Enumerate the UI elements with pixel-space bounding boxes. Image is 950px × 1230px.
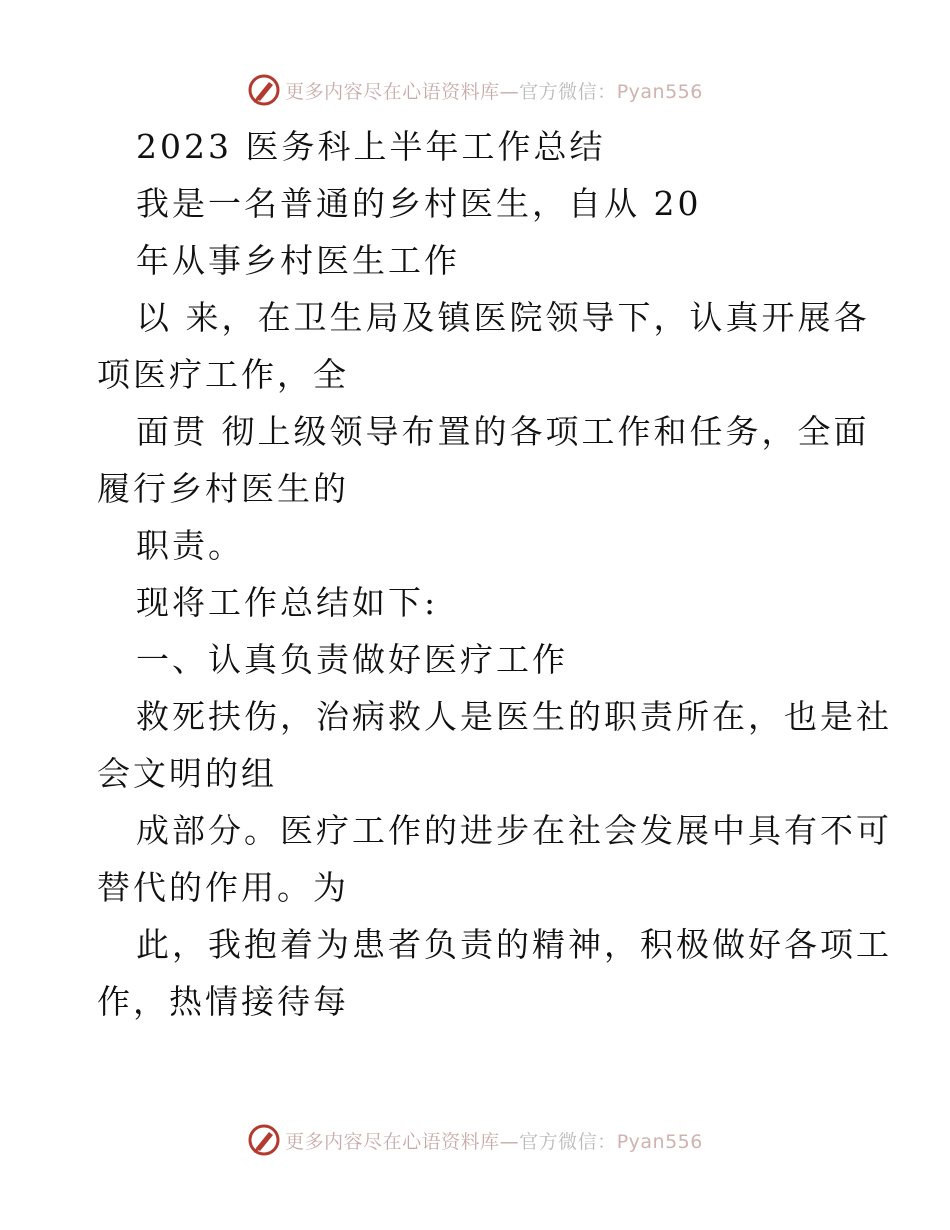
paragraph-line: 我是一名普通的乡村医生，自从 20 <box>136 184 702 223</box>
header-watermark-banner <box>0 70 950 110</box>
pen-logo-icon <box>247 73 281 107</box>
paragraph-line: 此，我抱着为患者负责的精神，积极做好各项工 <box>136 925 892 964</box>
banner-text: 更多内容尽在心语资料库—官方微信：Pyan556 <box>285 1130 703 1153</box>
paragraph-line: 成部分。医疗工作的进步在社会发展中具有不可 <box>136 811 892 850</box>
pen-logo-icon <box>247 1123 281 1157</box>
paragraph-line: 职责。 <box>136 526 244 565</box>
document-title: 2023 医务科上半年工作总结 <box>136 127 606 166</box>
paragraph-line: 现将工作总结如下: <box>136 583 439 622</box>
banner-text: 更多内容尽在心语资料库—官方微信：Pyan556 <box>285 80 703 103</box>
paragraph-line: 以 来，在卫生局及镇医院领导下，认真开展各 <box>136 298 870 337</box>
section-heading: 一、认真负责做好医疗工作 <box>136 640 568 679</box>
paragraph-line: 替代的作用。为 <box>97 868 349 907</box>
paragraph-line: 面贯 彻上级领导布置的各项工作和任务，全面 <box>136 412 870 451</box>
document-body <box>0 118 950 1030</box>
footer-watermark-banner <box>0 1120 950 1160</box>
paragraph-line: 年从事乡村医生工作 <box>136 241 460 280</box>
paragraph-line: 会文明的组 <box>97 754 277 793</box>
paragraph-line: 作，热情接待每 <box>97 982 349 1021</box>
paragraph-line: 项医疗工作，全 <box>97 355 349 394</box>
paragraph-line: 救死扶伤，治病救人是医生的职责所在，也是社 <box>136 697 892 736</box>
paragraph-line: 履行乡村医生的 <box>97 469 349 508</box>
